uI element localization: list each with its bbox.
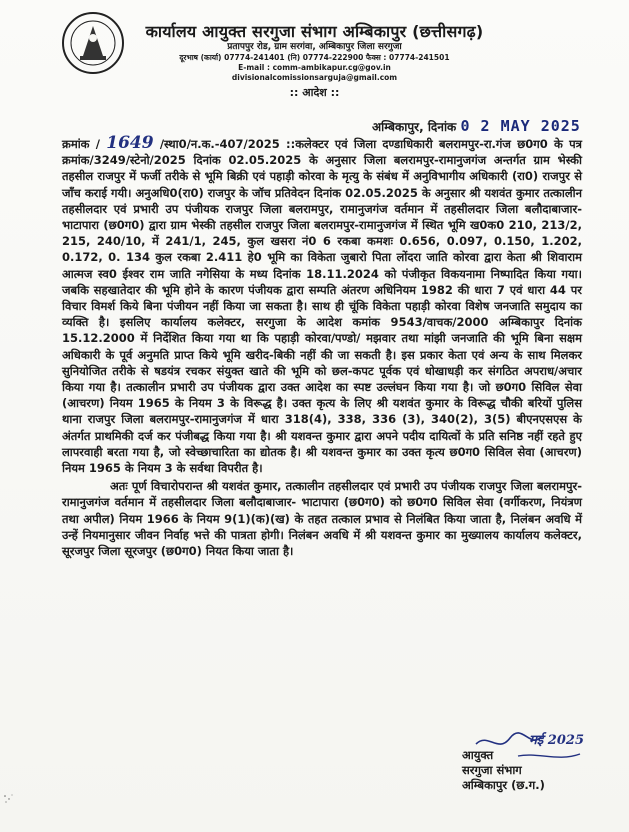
signature-place: अम्बिकापुर (छ.ग.) xyxy=(462,778,545,792)
signature-block xyxy=(462,730,602,793)
signature-handwritten-date: मई 2025 xyxy=(529,733,584,748)
signature-designation: आयुक्त xyxy=(462,748,494,762)
scan-speckle-icon xyxy=(0,790,20,810)
date-line xyxy=(372,117,581,135)
order-ref-text: /स्था0/न.क.-407/2025 ::कलेक्टर एवं जिला दण्डाधिकारी बलरामपुर-रा.गंज छ0ग0 के पत्र क्रमांक/3249/स्टेनो/2025 दिनांक 02.05.2025 के अनुसार जिला बलरामपुर-रामानुजगंज अन्तर्गत ग्राम भेस्की तहसील राजपुर में फर्जी तरीके से भूमि बिक्री एवं पहाड़ी कोरवा के मृत्यु के संबंध में अनुविभागीय अधिकारी (रा0) राजपुर से जाँच कराई गयी। अनुअधि0(रा0) राजपुर के जॉच प्रतिवेदन दिनांक 02.05.2025 के अनुसार श्री यशवंत कुमार तत्कालीन तहसीलदार एवं प्रभारी उप पंजीयक राजपुर जिला बलरामपुर, रामानुजगंज वर्तमान में तहसीलदार जिला बलौदाबाजार- भाटापारा (छ0ग0) द्वारा ग्राम भेस्की तहसील राजपुर जिला बलरामपुर-रामानुजगंज में स्थित भूमि ख0क0 210, 213/2, 215, 240/10, में 241/1, 245, कुल खसरा नं0 6 रकबा कमशः 0.656, 0.097, 0.150, 1.202, 0.172, 0. 134 कुल रकबा 2.411 हे0 भूमि का विकेता जुबारो पिता लोंदरा जाति कोरवा द्वारा केता श्री शिवाराम आत्मज स्व0 ईश्वर राम जाति नगेसिया के मध्य दिनांक 18.11.2024 को पंजीकृत विकयनामा निष्पादित किया गया। जबकि सहखातेदार की भूमि होने के कारण पंजीयक द्वारा सम्पति अंतरण अधिनियम 1982 की धारा 7 एवं धारा 44 पर विचार विमर्श किये बिना पंजीयन नहीं किया जा सकता है। साथ ही चूंकि विकेता पहाड़ी कोरवा विशेष जनजाति समुदाय का व्यक्ति है। इसलिए कार्यालय कलेक्टर, सरगुजा के आदेश कमांक 9543/वाचक/2000 अम्बिकापुर दिनांक 15.12.2000 में निर्देशित किया गया था कि पहाड़ी कोरवा/पण्डो/ मझवार तथा मांझी जनजाति की भूमि बिना सक्षम अधिकारी के पूर्व अनुमति प्राप्त किये भूमि खरीद-बिकी नहीं की जा सकती है। इस प्रकार केता एवं अन्य के साथ मिलकर सुनियोजित तरीके से षडयंत्र रचकर संयुक्त खाते की भूमि को छल-कपट पूर्वक एवं धोखाधड़ी कर संगठित अपराध/अचार किया गया है। तत्कालीन प्रभारी उप पंजीयक द्वारा उक्त आदेश का स्पष्ट उल्लंघन किया गया है। जो छ0ग0 सिविल सेवा (आचरण) नियम 1965 के नियम 3 के विरूद्ध है। उक्त कृत्य के लिए श्री यशवंत कुमार के विरूद्ध चौकी बरियों पुलिस थाना राजपुर जिला बलरामपुर-रामानुजगंज में धारा 318(4), 338, 336 (3), 340(2), 3(5) बीएनएसएस के अंतर्गत प्राथमिकी दर्ज कर पंजीबद्ध किया गया है। श्री यशवन्त कुमार द्वारा अपने पदीय दायित्वों के प्रति सनिष्ठ नहीं रहते हुए लापरवाही बरता गया है, जो स्वेच्छाचारिता का द्योतक है। श्री यशवन्त कुमार का उक्त कृत्य छ0ग0 सिविल सेवा (आचरण) नियम 1965 के नियम 3 के सर्वथा विपरीत है। xyxy=(62,137,582,476)
letterhead xyxy=(0,4,629,100)
office-email: E-mail : comm-ambikapur.cg@gov.in xyxy=(238,63,391,72)
order-heading: :: आदेश :: xyxy=(289,86,340,99)
office-phone: दूरभाष (कार्या) 07774-241401 (नि) 07774-222900 फैक्स : 07774-241501 xyxy=(179,53,450,62)
stamped-date: 0 2 MAY 2025 xyxy=(460,117,581,135)
date-place: अम्बिकापुर, दिनांक xyxy=(372,120,457,134)
signature-division: सरगुजा संभाग xyxy=(462,763,522,777)
order-ref-number: 1649 xyxy=(106,133,154,153)
office-website: divisionalcomissionsarguja@gmail.com xyxy=(231,73,398,82)
order-paragraph-2: अतः पूर्ण विचारोपरान्त श्री यशवंत कुमार, तत्कालीन तहसीलदार एवं प्रभारी उप पंजीयक राजपुर जिला बलरामपुर- रामानुजगंज वर्तमान में तहसीलदार जिला बलौदाबाजार- भाटापारा (छ0ग0) को छ0ग0 सिविल सेवा (वर्गीकरण, नियंत्रण तथा अपील) नियम 1966 के नियम 9(1)(क)(ख) के तहत तत्काल प्रभाव से निलंबित किया जाता है, निलंबन अवधि में उन्हें नियमानुसार जीवन निर्वाह भत्ते की पात्रता होगी। निलंबन अवधि में श्री यशवन्त कुमार का मुख्यालय कार्यालय कलेक्टर, सूरजपुर जिला सूरजपुर (छ0ग0) नियत किया जाता है। xyxy=(62,479,582,559)
order-ref-prefix: क्रमांक / xyxy=(62,137,100,151)
order-paragraph-1 xyxy=(62,135,582,476)
office-title: कार्यालय आयुक्त सरगुजा संभाग अम्बिकापुर (छत्तीसगढ़) xyxy=(145,22,484,41)
order-body xyxy=(62,135,582,559)
office-address: प्रतापपुर रोड, ग्राम सरगंवा, अम्बिकापुर जिला सरगुजा xyxy=(227,42,402,52)
